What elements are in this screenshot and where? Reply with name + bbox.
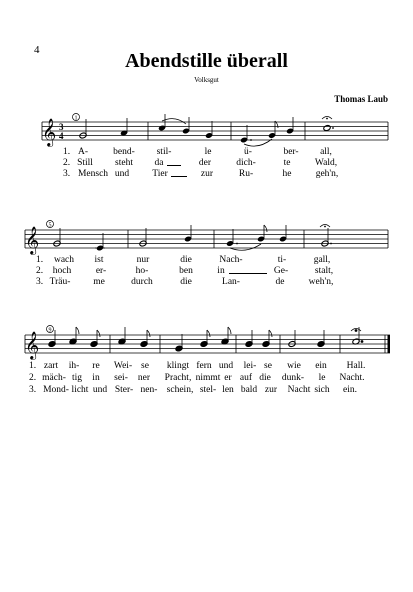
lyric-syllable: zart [43, 361, 59, 371]
treble-clef-icon: 𝄞 [25, 226, 40, 254]
lyric-syllable: ho- [135, 266, 149, 276]
lyric-syllable: ü- [244, 147, 252, 157]
lyric-syllable: sich [314, 385, 330, 395]
lyric-syllable: schein, [166, 385, 194, 395]
lyric-syllable: Nach- [219, 255, 243, 265]
lyric-syllable: ein. [343, 385, 357, 395]
lyric-syllable: le [318, 373, 326, 383]
lyric-syllable: und [92, 385, 108, 395]
measure-number: 5 [48, 222, 52, 229]
lyric-syllable: he [282, 169, 292, 179]
verse-number: 1. [63, 147, 71, 157]
final-barline [388, 335, 391, 353]
lyric-syllable: Wald, [314, 158, 338, 168]
lyric-syllable: zur [264, 385, 278, 395]
lyric-syllable: ti- [277, 255, 287, 265]
composer-credit: Thomas Laub [334, 94, 388, 104]
lyric-syllable: nimmt [195, 373, 221, 383]
lyric-syllable: mäch- [42, 373, 66, 383]
lyric-syllable: die [180, 255, 192, 265]
lyric-syllable: de [275, 277, 285, 287]
lyric-syllable: ist [94, 255, 104, 265]
lyric-syllable: Ster- [114, 385, 134, 395]
lyric-syllable: se [141, 361, 149, 371]
lyric-syllable: auf [239, 373, 253, 383]
lyric-syllable: bald [240, 385, 258, 395]
lyric-syllable: nur [136, 255, 150, 265]
lyric-syllable: se [264, 361, 272, 371]
lyric-syllable: ben [179, 266, 193, 276]
lyric-syllable: A- [77, 147, 89, 157]
lyric-syllable: Mensch [77, 169, 109, 179]
lyric-syllable: durch [131, 277, 153, 287]
lyric-syllable: ner [137, 373, 151, 383]
lyric-syllable: Mond- [43, 385, 69, 395]
lyric-syllable: zur [200, 169, 214, 179]
lyric-syllable: nen- [140, 385, 158, 395]
time-signature-top: 3 [59, 122, 64, 132]
lyric-syllable: wach [53, 255, 75, 265]
lyric-syllable: und [114, 169, 130, 179]
lyric-syllable: dich- [236, 158, 256, 168]
lyricist-credit: Volksgut [194, 76, 219, 84]
lyric-syllable: stalt, [314, 266, 334, 276]
lyric-syllable: tig [71, 373, 83, 383]
lyric-syllable: die [259, 373, 271, 383]
lyric-syllable: Wei- [113, 361, 133, 371]
lyric-syllable: me [93, 277, 105, 287]
lyric-syllable: steht [115, 158, 133, 168]
lyric-syllable: der [198, 158, 212, 168]
verse-number: 3. [36, 277, 44, 287]
lyric-syllable: hoch [52, 266, 72, 276]
treble-clef-icon: 𝄞 [42, 118, 57, 146]
lyric-syllable: Ru- [238, 169, 254, 179]
lyric-syllable: weh'n, [308, 277, 334, 287]
lyric-syllable: Nacht. [339, 373, 365, 383]
lyric-syllable: stel- [199, 385, 217, 395]
lyric-syllable: gall, [313, 255, 331, 265]
lyric-syllable: Lan- [222, 277, 240, 287]
verse-number: 1. [36, 255, 44, 265]
page-number: 4 [34, 44, 40, 56]
lyric-syllable: Nacht [287, 385, 311, 395]
measure-number: 9 [48, 327, 52, 334]
treble-clef-icon: 𝄞 [25, 331, 40, 359]
lyric-syllable: stil- [156, 147, 172, 157]
lyric-syllable: Pracht, [164, 373, 192, 383]
lyric-syllable: die [180, 277, 192, 287]
lyric-syllable: in [92, 373, 100, 383]
verse-number: 2. [29, 373, 37, 383]
lyric-syllable: Ge- [273, 266, 289, 276]
lyric-syllable: Tier [152, 169, 168, 179]
lyric-syllable: ih- [68, 361, 80, 371]
measure-number: 1 [74, 115, 78, 122]
lyric-syllable: geh'n, [315, 169, 339, 179]
lyric-syllable: ber- [283, 147, 299, 157]
lyric-syllable: Still [77, 158, 93, 168]
lyric-syllable: len [222, 385, 234, 395]
lyric-syllable: lei- [243, 361, 257, 371]
lyric-syllable: ein [315, 361, 327, 371]
lyric-syllable: bend- [113, 147, 135, 157]
lyric-syllable: wie [287, 361, 301, 371]
lyric-syllable: te [283, 158, 291, 168]
lyric-syllable: er- [95, 266, 107, 276]
verse-number: 3. [29, 385, 37, 395]
lyric-syllable: Träu- [49, 277, 71, 287]
lyric-syllable: licht [71, 385, 89, 395]
lyric-syllable: und [218, 361, 234, 371]
lyric-syllable: dunk- [281, 373, 305, 383]
verse-number: 2. [63, 158, 71, 168]
time-signature-bottom: 4 [59, 131, 64, 141]
lyric-syllable: er [224, 373, 232, 383]
lyric-syllable: all, [320, 147, 332, 157]
lyric-syllable: fern [196, 361, 212, 371]
verse-number: 2. [36, 266, 44, 276]
lyric-syllable: re [92, 361, 100, 371]
lyric-syllable: sei- [114, 373, 128, 383]
song-title: Abendstille überall [125, 50, 288, 72]
verse-number: 1. [29, 361, 37, 371]
lyric-syllable: Hall. [346, 361, 366, 371]
verse-number: 3. [63, 169, 71, 179]
lyric-syllable: da [154, 158, 164, 168]
lyric-syllable: le [204, 147, 212, 157]
lyric-syllable: klingt [166, 361, 190, 371]
lyric-syllable: in [217, 266, 225, 276]
